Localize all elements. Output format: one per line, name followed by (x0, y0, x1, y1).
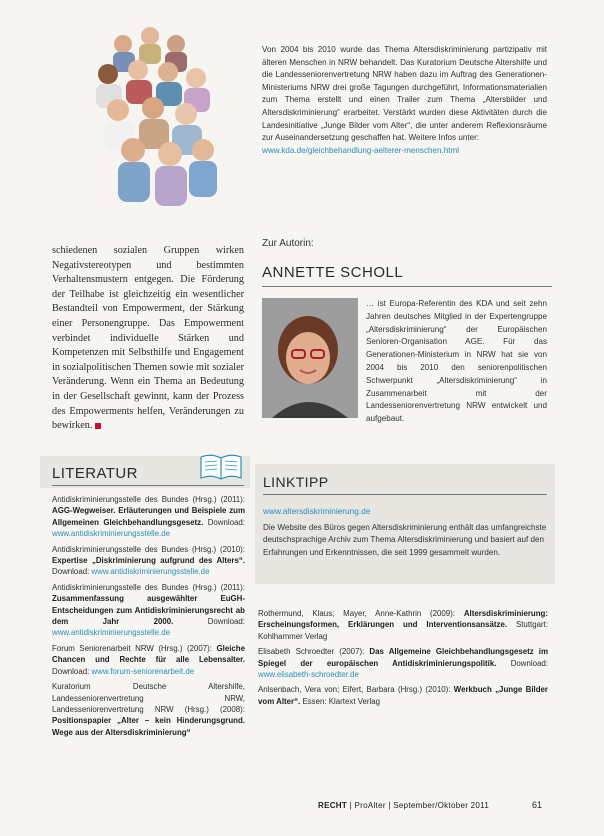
literature-entry: Antidiskriminierungsstelle des Bundes (Hrsg.) (2010): Expertise „Diskriminierung aufgrund des Alters“. Download: www.antidiskriminierungsstelle.de (52, 544, 245, 577)
literature-entry: Anlsenbach, Vera von; Eifert, Barbara (Hrsg.) (2010): Werkbuch „Junge Bilder vom Alter“. Essen: Klartext Verlag (258, 685, 548, 706)
author-label: Zur Autorin: (262, 238, 314, 249)
literature-entry: Forum Seniorenarbeit NRW (Hrsg.) (2007): Gleiche Chancen und Rechte für alle Lebensalter. Download: www.forum-seniorenarbeit.de (52, 643, 245, 676)
author-bio (262, 298, 547, 426)
book-icon (198, 452, 244, 482)
literature-entry: Rothermund, Klaus; Mayer, Anne-Kathrin (2009): Altersdiskriminierung: Erscheinungsformen, Erklärungen und Interventionsansätze. Stuttgart: Kohlhammer Verlag (258, 609, 548, 641)
linktipp-divider (263, 494, 547, 495)
literature-entry: Antidiskriminierungsstelle des Bundes (Hrsg.) (2011): Zusammenfassung ausgewählter EuGH-Entscheidungen zum Antidiskriminierungsrecht ab dem Jahr 2000. Download: www.antidiskriminierungsstelle.de (52, 582, 245, 638)
page-number: 61 (532, 800, 543, 810)
literatur-divider (52, 485, 244, 486)
literature-entry: Antidiskriminierungsstelle des Bundes (Hrsg.) (2011): AGG-Wegweiser. Erläuterungen und Beispiele zum Allgemeinen Gleichbehandlungsgesetz. Download: www.antidiskriminierungsstelle.de (52, 495, 245, 539)
author-name: ANNETTE SCHOLL (262, 264, 404, 281)
literature-entry: Elisabeth Schroedter (2007): Das Allgemeine Gleichbehandlungsgesetz im Spiegel der europäischen Antidiskriminierungspolitik. Download: www.elisabeth-schroedter.de (258, 647, 549, 680)
intro-paragraph (262, 44, 547, 157)
intro-text: Von 2004 bis 2010 wurde das Thema Altersdiskriminierung partizipativ mit älteren Menschen in NRW behandelt. Das Kuratorium Deutsche Altershilfe und die Landesseniorenvertretung NRW haben dazu im Auftrag des Generationen-Ministeriums NRW drei große Tagungen durchgeführt, Informationsmaterialien zum Thema erstellt und einen Trailer zum Thema „Altersbilder und Altersdiskriminierung“ erarbeitet. Verstärkt wurden diese Aktivitäten durch die Landesinitiative „Junge Bilder vom Alter“, die unter anderem Reflexionsräume zur Auseinandersetzung geschaffen hat. Weitere Infos unter: (262, 45, 547, 143)
literature-link[interactable]: www.antidiskriminierungsstelle.de (52, 628, 170, 638)
group-photo (78, 22, 228, 227)
literature-list-left (52, 494, 245, 742)
page-footer: RECHT | ProAlter | September/Oktober 2011 (318, 801, 490, 810)
linktipp-link[interactable]: www.altersdiskriminierung.de (263, 506, 371, 516)
literature-link[interactable]: www.forum-seniorenarbeit.de (91, 666, 195, 676)
literature-entry: Kuratorium Deutsche Altershilfe, Landesseniorenvertretung NRW, Landesseniorenvertretung NRW (Hrsg.) (2008): Positionspapier „Alter – kein Hinderungsgrund. Wege aus der Altersdiskriminierung“ (52, 682, 245, 737)
linktipp-text: Die Website des Büros gegen Altersdiskriminierung enthält das umfangreichste deutschsprachige Archiv zum Thema Altersdiskriminierung und basiert auf den Erfahrungen und Erkenntnissen, die seit 1999 gesammelt wurden. (263, 523, 547, 557)
footer-issue: September/Oktober 2011 (393, 801, 490, 810)
literature-link[interactable]: www.antidiskriminierungsstelle.de (52, 529, 170, 539)
literature-list-right (258, 608, 548, 711)
literature-link[interactable]: www.antidiskriminierungsstelle.de (91, 567, 210, 577)
literatur-heading: LITERATUR (52, 465, 138, 482)
author-bio-text: … ist Europa-Referentin des KDA und seit zehn Jahren deutsches Mitglied in der Expertengruppe „Altersdiskriminierung“ der Europäischen Senioren-Organisation AGE. Für das Generationen-Ministerium in NRW hat sie von 2004 bis 2010 den seniorenpolitischen Schwerpunkt „Altersdiskriminierung“ in Zusammenarbeit mit der Landesseniorenvertretung NRW entwickelt und aufgebaut. (366, 299, 547, 424)
linktipp-heading: LINKTIPP (263, 474, 329, 490)
footer-magazine: ProAlter (354, 801, 386, 810)
kda-link[interactable]: www.kda.de/gleichbehandlung-aelterer-menschen.html (262, 145, 460, 155)
end-mark-icon (95, 423, 101, 429)
literature-link[interactable]: www.elisabeth-schroedter.de (258, 670, 359, 680)
author-divider (262, 286, 552, 287)
footer-section: RECHT (318, 801, 348, 810)
body-text: schiedenen sozialen Gruppen wirken Negativstereotypen und bestimmten Verhaltensmustern entgegen. Die Förderung der Teilhabe ist gleichzeitig ein wesentlicher Bestandteil von Empowerment, der Stärkung einer Personengruppe. Das Empowerment verbindet individuelle Stärken und Kompetenzen mit Selbsthilfe und Engagement in sozialpolitischen Themen sowie mit sozialer Veränderung. Wenn ein Thema an Bedeutung in der Gesellschaft gewinnt, kann der Prozess des Empowerments helfen, Veränderungen zu bewirken. (52, 245, 244, 432)
body-paragraph (52, 244, 244, 434)
